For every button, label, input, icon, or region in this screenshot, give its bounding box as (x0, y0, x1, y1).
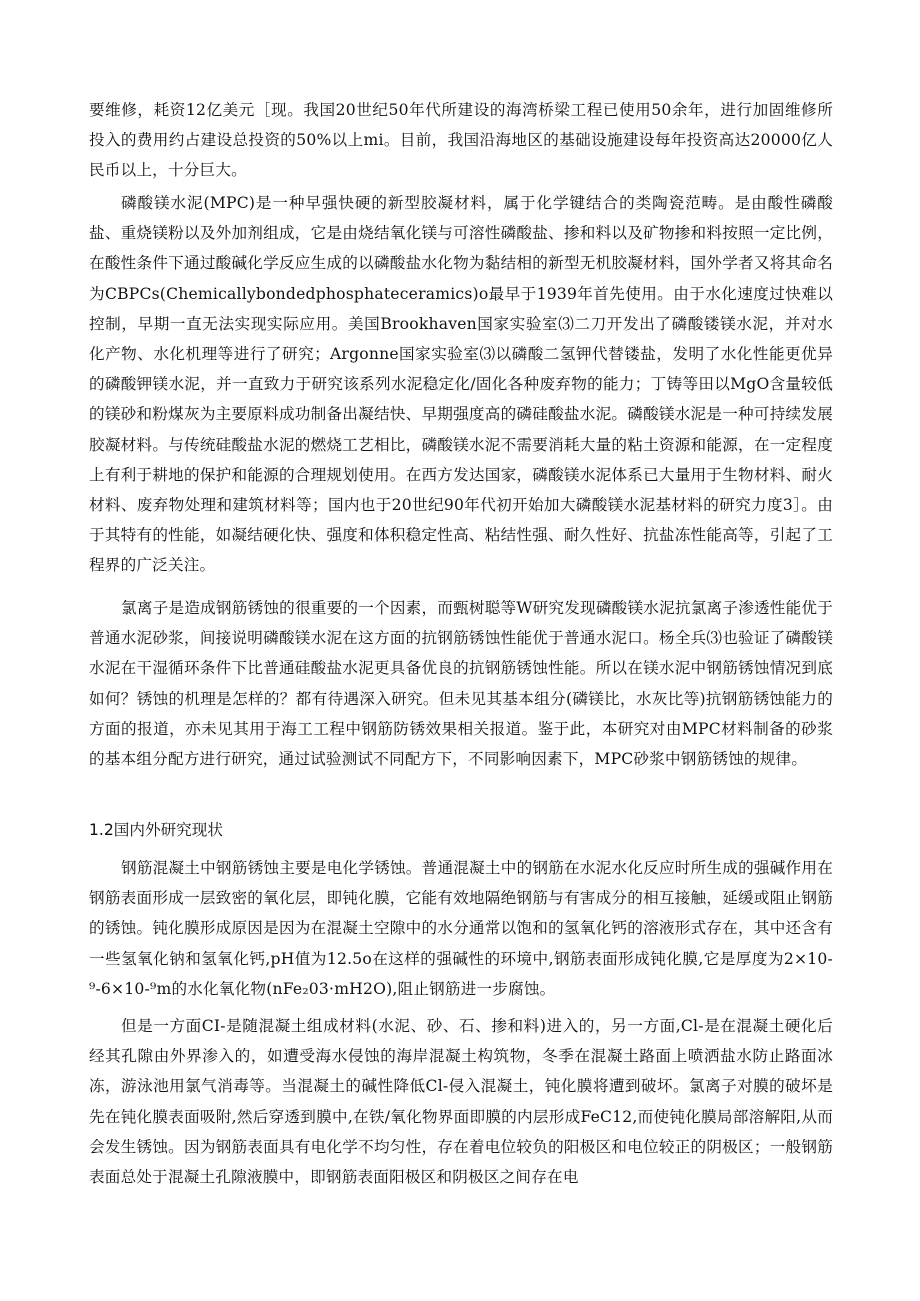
paragraph-4: 钢筋混凝土中钢筋锈蚀主要是电化学锈蚀。普通混凝土中的钢筋在水泥水化反应时所生成的强碱作用在钢筋表面形成一层致密的氧化层，即钝化膜，它能有效地隔绝钢筋与有害成分的相互接触，延缓或阻止钢筋的锈蚀。钝化膜形成原因是因为在混凝土空隙中的水分通常以饱和的氢氧化钙的溶液形式存在，其中还含有一些氢氧化钠和氢氧化钙,pH值为12.5o在这样的强碱性的环境中,钢筋表面形成钝化膜,它是厚度为2×10-⁹-6×10-⁹m的水化氧化物(nFe₂03·mH2O),阻止钢筋进一步腐蚀。 (89, 859, 833, 998)
paragraph-5: 但是一方面CI-是随混凝土组成材料(水泥、砂、石、掺和料)进入的，另一方面,Cl-是在混凝土硬化后经其孔隙由外界渗入的，如遭受海水侵蚀的海岸混凝土构筑物，冬季在混凝土路面上喷洒盐水防止路面冰冻，游泳池用氯气消毒等。当混凝土的碱性降低Cl-侵入混凝土，钝化膜将遭到破坏。氯离子对膜的破坏是先在钝化膜表面吸附,然后穿透到膜中,在铁/氧化物界面即膜的内层形成FeC12,而使钝化膜局部溶解阳,从而会发生锈蚀。因为钢筋表面具有电化学不均匀性，存在着电位较负的阳极区和电位较正的阴极区；一般钢筋表面总处于混凝土孔隙液膜中，即钢筋表面阳极区和阴极区之间存在电 (89, 1017, 833, 1187)
paragraph-1: 要维修，耗资12亿美元［现。我国20世纪50年代所建设的海湾桥梁工程已使用50余年，进行加固维修所投入的费用约占建设总投资的50%以上mi。目前，我国沿海地区的基础设施建设每年投资高达20000亿人民币以上，十分巨大。 (89, 101, 833, 180)
section-heading: 1.2国内外研究现状 (89, 821, 223, 839)
paragraph-2: 磷酸镁水泥(MPC)是一种早强快硬的新型胶凝材料，属于化学键结合的类陶瓷范畴。是由酸性磷酸盐、重烧镁粉以及外加剂组成，它是由烧结氧化镁与可溶性磷酸盐、掺和料以及矿物掺和料按照一定比例，在酸性条件下通过酸碱化学反应生成的以磷酸盐水化物为黏结相的新型无机胶凝材料，国外学者又将其命名为CBPCs(Chemicallybondedphosphateceramics)o最早于1939年首先使用。由于水化速度过快难以控制，早期一直无法实现实际应用。美国Brookhaven国家实验室⑶二刀开发出了磷酸镂镁水泥，并对水化产物、水化机理等进行了研究；Argonne国家实验室⑶以磷酸二氢钾代替镂盐，发明了水化性能更优异的磷酸钾镁水泥，并一直致力于研究该系列水泥稳定化/固化各种废弃物的能力；丁铸等田以MgO含量较低的镁砂和粉煤灰为主要原料成功制备出凝结快、早期强度高的磷硅酸盐水泥。磷酸镁水泥是一种可持续发展胶凝材料。与传统硅酸盐水泥的燃烧工艺相比，磷酸镁水泥不需要消耗大量的粘土资源和能源，在一定程度上有利于耕地的保护和能源的合理规划使用。在西方发达国家，磷酸镁水泥体系已大量用于生物材料、耐火材料、废弃物处理和建筑材料等；国内也于20世纪90年代初开始加大磷酸镁水泥基材料的研究力度3］。由于其特有的性能，如凝结硬化快、强度和体积稳定性高、粘结性强、耐久性好、抗盐冻性能高等，引起了工程界的广泛关注。 (89, 194, 833, 575)
paragraph-3: 氯离子是造成钢筋锈蚀的很重要的一个因素，而甄树聪等W研究发现磷酸镁水泥抗氯离子渗透性能优于普通水泥砂浆，间接说明磷酸镁水泥在这方面的抗钢筋锈蚀性能优于普通水泥口。杨全兵⑶也验证了磷酸镁水泥在干湿循环条件下比普通硅酸盐水泥更具备优良的抗钢筋锈蚀性能。所以在镁水泥中钢筋锈蚀情况到底如何？锈蚀的机理是怎样的？都有待遇深入研究。但未见其基本组分(磷镁比，水灰比等)抗钢筋锈蚀能力的方面的报道，亦未见其用于海工工程中钢筋防锈效果相关报道。鉴于此，本研究对由MPC材料制备的砂浆的基本组分配方进行研究，通过试验测试不同配方下，不同影响因素下，MPC砂浆中钢筋锈蚀的规律。 (89, 599, 833, 769)
